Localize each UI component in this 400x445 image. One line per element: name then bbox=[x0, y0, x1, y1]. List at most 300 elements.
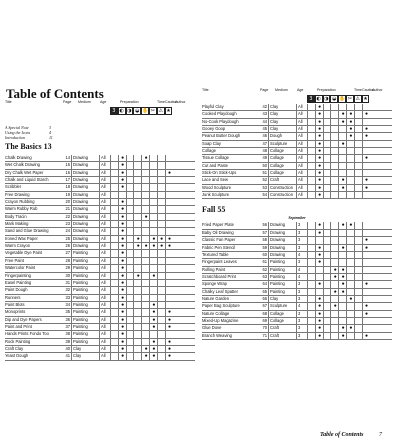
row-marker: ● bbox=[165, 309, 174, 315]
row-marker: ● bbox=[165, 243, 174, 249]
row-marker: ● bbox=[362, 177, 371, 183]
row-title: Soap Clay bbox=[202, 140, 221, 146]
row-age: All bbox=[99, 317, 111, 323]
table-row[interactable] bbox=[202, 274, 392, 281]
row-marker: ● bbox=[362, 185, 371, 191]
table-row[interactable] bbox=[5, 317, 195, 324]
row-page: 19 bbox=[65, 191, 70, 197]
row-medium: Clay bbox=[268, 119, 296, 125]
row-marker: ● bbox=[346, 111, 355, 117]
row-marker: ● bbox=[118, 170, 127, 176]
row-marker: ● bbox=[149, 309, 158, 315]
row-medium: Drawing bbox=[268, 252, 296, 258]
row-age: All bbox=[99, 302, 111, 308]
row-marker: ● bbox=[133, 243, 142, 249]
table-row[interactable] bbox=[202, 230, 392, 237]
row-marker bbox=[362, 274, 371, 280]
row-page: 66 bbox=[262, 295, 267, 301]
row-age: 3 bbox=[296, 259, 308, 265]
table-row[interactable] bbox=[202, 296, 392, 303]
table-row[interactable] bbox=[202, 325, 392, 332]
row-age: 3 bbox=[296, 222, 308, 228]
row-medium: Painting bbox=[71, 324, 99, 330]
table-row[interactable] bbox=[5, 273, 195, 280]
row-marker bbox=[165, 295, 174, 301]
row-marker bbox=[362, 325, 371, 331]
scissors-icon: ✂ bbox=[150, 107, 155, 114]
row-marker: ● bbox=[315, 318, 324, 324]
row-medium: Drawing bbox=[71, 236, 99, 242]
row-marker: ● bbox=[315, 252, 324, 258]
row-marker: ● bbox=[338, 281, 347, 287]
row-medium: Drawing bbox=[71, 177, 99, 183]
row-title: Peanut Butter Dough bbox=[202, 133, 241, 139]
row-marker: ● bbox=[346, 133, 355, 139]
table-row[interactable] bbox=[202, 303, 392, 310]
row-marker bbox=[362, 119, 371, 125]
row-marker: ● bbox=[338, 222, 347, 228]
prep-2-icon: ◑ bbox=[324, 95, 329, 102]
row-page: 33 bbox=[65, 294, 70, 300]
row-age: All bbox=[296, 163, 308, 169]
row-page: 24 bbox=[65, 228, 70, 234]
row-title: Sand and Glue Drawing bbox=[5, 228, 49, 234]
row-page: 51 bbox=[262, 170, 267, 176]
fall-page: 55 bbox=[217, 205, 226, 215]
row-age: All bbox=[99, 236, 111, 242]
row-marker: ● bbox=[149, 236, 158, 242]
prep-3-icon: ◒ bbox=[135, 107, 140, 114]
row-marker bbox=[165, 228, 174, 234]
row-page: 59 bbox=[262, 244, 267, 250]
table-row[interactable] bbox=[202, 252, 392, 259]
row-page: 60 bbox=[262, 251, 267, 257]
row-marker: ● bbox=[165, 236, 174, 242]
row-marker bbox=[362, 192, 371, 198]
front-matter-page: 11 bbox=[49, 135, 53, 140]
row-title: Cooked Playdough bbox=[202, 111, 237, 117]
row-page: 35 bbox=[65, 309, 70, 315]
row-marker: ● bbox=[315, 259, 324, 265]
table-row[interactable] bbox=[202, 311, 392, 318]
right-column bbox=[202, 86, 392, 340]
row-title: Sponge Wrap bbox=[202, 281, 227, 287]
row-page: 31 bbox=[65, 279, 70, 285]
table-row[interactable] bbox=[5, 287, 195, 294]
table-row[interactable] bbox=[202, 148, 392, 155]
table-row[interactable] bbox=[202, 267, 392, 274]
row-marker: ● bbox=[157, 236, 166, 242]
row-age: 4 bbox=[296, 303, 308, 309]
row-marker: ● bbox=[315, 104, 324, 110]
row-marker: ● bbox=[149, 302, 158, 308]
row-page: 17 bbox=[65, 177, 70, 183]
row-page: 46 bbox=[262, 133, 267, 139]
fall-label: Fall bbox=[202, 205, 216, 215]
row-marker: ● bbox=[118, 280, 127, 286]
table-row[interactable] bbox=[202, 281, 392, 288]
table-row[interactable] bbox=[202, 237, 392, 244]
row-marker: ● bbox=[165, 324, 174, 330]
row-page: 48 bbox=[262, 148, 267, 154]
row-page: 37 bbox=[65, 323, 70, 329]
row-page: 39 bbox=[65, 338, 70, 344]
row-marker: ● bbox=[362, 237, 371, 243]
row-title: Classic Fan Paper bbox=[202, 237, 236, 243]
row-title: Easel Painting bbox=[5, 279, 32, 285]
prep-3-icon: ◒ bbox=[332, 95, 337, 102]
row-page: 23 bbox=[65, 221, 70, 227]
table-row[interactable] bbox=[5, 243, 195, 250]
table-row[interactable] bbox=[5, 199, 195, 206]
row-title: Dip and Dye Papers bbox=[5, 316, 42, 322]
table-row[interactable] bbox=[202, 289, 392, 296]
row-page: 69 bbox=[262, 317, 267, 323]
row-marker: ● bbox=[149, 346, 158, 352]
row-medium: Collage bbox=[268, 163, 296, 169]
table-row[interactable] bbox=[202, 163, 392, 170]
row-page: 15 bbox=[65, 162, 70, 168]
row-marker: ● bbox=[165, 170, 174, 176]
row-marker bbox=[165, 265, 174, 271]
row-marker bbox=[362, 252, 371, 258]
table-row[interactable] bbox=[202, 133, 392, 140]
table-row[interactable] bbox=[5, 346, 195, 353]
row-title: Warm Crayon bbox=[5, 243, 31, 249]
row-age: 4 bbox=[296, 274, 308, 280]
row-title: Paint and Print bbox=[5, 323, 32, 329]
row-medium: Drawing bbox=[71, 184, 99, 190]
row-page: 25 bbox=[65, 235, 70, 241]
row-title: Watercolor Paint bbox=[5, 265, 36, 271]
row-age: All bbox=[99, 309, 111, 315]
row-marker: ● bbox=[118, 287, 127, 293]
row-age: All bbox=[296, 141, 308, 147]
hand-icon: ✋ bbox=[338, 95, 346, 102]
row-age: All bbox=[99, 243, 111, 249]
row-medium: Painting bbox=[268, 259, 296, 265]
row-marker: ● bbox=[118, 206, 127, 212]
row-marker bbox=[362, 148, 371, 154]
row-age: All bbox=[99, 339, 111, 345]
row-marker bbox=[165, 162, 174, 168]
table-row[interactable] bbox=[202, 259, 392, 266]
table-row[interactable] bbox=[5, 295, 195, 302]
row-age: All bbox=[99, 324, 111, 330]
table-row[interactable] bbox=[202, 111, 392, 118]
header-medium: Medium bbox=[275, 88, 288, 92]
row-age: All bbox=[99, 250, 111, 256]
header-age: Age bbox=[100, 100, 107, 104]
row-medium: Painting bbox=[71, 273, 99, 279]
row-marker: ● bbox=[149, 243, 158, 249]
row-medium: Clay bbox=[268, 296, 296, 302]
row-page: 14 bbox=[65, 155, 70, 160]
page-footer bbox=[320, 432, 382, 438]
row-page: 65 bbox=[262, 288, 267, 294]
row-medium: Painting bbox=[268, 274, 296, 280]
table-row[interactable] bbox=[202, 155, 392, 162]
row-page: 44 bbox=[262, 118, 267, 124]
table-row[interactable] bbox=[5, 214, 195, 221]
row-title: Runners bbox=[5, 294, 21, 300]
row-page: 62 bbox=[262, 266, 267, 272]
september-label: September bbox=[288, 215, 306, 221]
table-row[interactable] bbox=[202, 318, 392, 325]
row-title: Nature Garden bbox=[202, 295, 230, 301]
row-age: All bbox=[99, 214, 111, 220]
row-marker bbox=[165, 206, 174, 212]
header-medium: Medium bbox=[78, 100, 91, 104]
row-page: 38 bbox=[65, 331, 70, 337]
front-matter-label: A Special Note bbox=[5, 125, 29, 130]
row-medium: Drawing bbox=[71, 214, 99, 220]
row-marker bbox=[362, 104, 371, 110]
row-marker bbox=[165, 258, 174, 264]
table-row[interactable] bbox=[5, 331, 195, 338]
row-page: 34 bbox=[65, 301, 70, 307]
row-title: Mark Making bbox=[5, 221, 29, 227]
header-time: Time bbox=[157, 100, 165, 104]
row-page: 18 bbox=[65, 184, 70, 190]
right-rows-top bbox=[202, 104, 392, 199]
row-age: All bbox=[99, 155, 111, 161]
right-header bbox=[202, 86, 392, 102]
row-title: Scratchboard Print bbox=[202, 273, 236, 279]
row-marker: ● bbox=[118, 199, 127, 205]
row-marker: ● bbox=[315, 303, 324, 309]
table-row[interactable] bbox=[202, 170, 392, 177]
row-title: Crayon Rubbing bbox=[5, 199, 35, 205]
page-title: Table of Contents bbox=[6, 86, 104, 101]
table-row[interactable] bbox=[5, 353, 195, 360]
row-medium: Drawing bbox=[268, 230, 296, 236]
row-page: 26 bbox=[65, 243, 70, 249]
row-age: All bbox=[296, 177, 308, 183]
table-row[interactable] bbox=[5, 162, 195, 169]
table-row[interactable] bbox=[5, 177, 195, 184]
table-row[interactable] bbox=[5, 206, 195, 213]
table-row[interactable] bbox=[5, 309, 195, 316]
row-marker: ● bbox=[338, 245, 347, 251]
row-marker: ● bbox=[338, 325, 347, 331]
table-row[interactable] bbox=[5, 170, 195, 177]
row-marker: ● bbox=[315, 148, 324, 154]
left-rows bbox=[5, 155, 195, 361]
row-marker bbox=[165, 184, 174, 190]
row-title: Branch Weaving bbox=[202, 332, 232, 338]
table-row[interactable] bbox=[5, 228, 195, 235]
table-row[interactable] bbox=[5, 236, 195, 243]
table-row[interactable] bbox=[202, 141, 392, 148]
basics-label: The Basics bbox=[5, 142, 42, 151]
row-page: 68 bbox=[262, 310, 267, 316]
row-marker: ● bbox=[118, 228, 127, 234]
row-marker: ● bbox=[362, 126, 371, 132]
row-age: 4 bbox=[296, 252, 308, 258]
row-page: 61 bbox=[262, 259, 267, 265]
row-page: 56 bbox=[262, 222, 267, 228]
header-preparation: Preparation bbox=[120, 100, 139, 104]
section-basics bbox=[5, 142, 195, 151]
front-matter-page: 4 bbox=[49, 130, 51, 135]
left-icon-bar bbox=[110, 107, 172, 115]
row-age: All bbox=[296, 111, 308, 117]
row-marker: ● bbox=[338, 185, 347, 191]
row-medium: Drawing bbox=[71, 192, 99, 198]
row-page: 50 bbox=[262, 162, 267, 168]
row-marker: ● bbox=[338, 274, 347, 280]
row-title: Wood Sculpture bbox=[202, 184, 232, 190]
row-marker: ● bbox=[118, 265, 127, 271]
row-title: Lace and Sew bbox=[202, 177, 228, 183]
row-medium: Craft bbox=[268, 325, 296, 331]
row-medium: Craft bbox=[268, 333, 296, 339]
table-row[interactable] bbox=[5, 258, 195, 265]
table-row[interactable] bbox=[202, 333, 392, 340]
table-row[interactable] bbox=[202, 104, 392, 111]
row-marker: ● bbox=[362, 111, 371, 117]
table-row[interactable] bbox=[5, 250, 195, 257]
table-row[interactable] bbox=[5, 324, 195, 331]
table-row[interactable] bbox=[202, 119, 392, 126]
row-page: 28 bbox=[65, 257, 70, 263]
row-age: All bbox=[296, 119, 308, 125]
row-medium: Painting bbox=[71, 339, 99, 345]
row-marker: ● bbox=[118, 353, 127, 359]
row-age: 3 bbox=[296, 230, 308, 236]
row-medium: Clay bbox=[71, 353, 99, 359]
row-medium: Collage bbox=[268, 318, 296, 324]
row-marker: ● bbox=[141, 243, 150, 249]
row-marker: ● bbox=[315, 163, 324, 169]
table-row[interactable] bbox=[202, 126, 392, 133]
row-medium: Drawing bbox=[71, 155, 99, 161]
table-row[interactable] bbox=[202, 177, 392, 184]
row-medium: Drawing bbox=[71, 162, 99, 168]
table-row[interactable] bbox=[5, 221, 195, 228]
row-medium: Clay bbox=[268, 104, 296, 110]
row-title: Baby Oil Drawing bbox=[202, 229, 234, 235]
row-age: All bbox=[99, 280, 111, 286]
row-marker: ● bbox=[149, 273, 158, 279]
row-title: Tissue Collage bbox=[202, 155, 229, 161]
table-row[interactable] bbox=[202, 245, 392, 252]
row-marker: ● bbox=[338, 333, 347, 339]
hand-icon: ✋ bbox=[141, 107, 149, 114]
front-matter-label: Using the Icons bbox=[5, 130, 31, 135]
row-marker: ● bbox=[141, 214, 150, 220]
row-marker bbox=[165, 287, 174, 293]
row-age: All bbox=[296, 126, 308, 132]
row-marker: ● bbox=[315, 296, 324, 302]
row-marker: ● bbox=[118, 250, 127, 256]
table-row[interactable] bbox=[202, 222, 392, 229]
row-page: 20 bbox=[65, 199, 70, 205]
row-marker bbox=[362, 163, 371, 169]
row-age: All bbox=[99, 206, 111, 212]
row-page: 67 bbox=[262, 303, 267, 309]
row-marker: ● bbox=[315, 177, 324, 183]
row-marker: ● bbox=[118, 236, 127, 242]
row-marker: ● bbox=[362, 333, 371, 339]
row-medium: Collage bbox=[268, 155, 296, 161]
row-marker: ● bbox=[346, 325, 355, 331]
row-marker: ● bbox=[346, 126, 355, 132]
table-row[interactable] bbox=[5, 339, 195, 346]
row-marker: ● bbox=[165, 353, 174, 359]
row-page: 54 bbox=[262, 192, 267, 198]
row-marker: ● bbox=[362, 311, 371, 317]
table-row[interactable] bbox=[202, 192, 392, 199]
row-marker: ● bbox=[346, 119, 355, 125]
table-row[interactable] bbox=[5, 265, 195, 272]
row-marker: ● bbox=[118, 184, 127, 190]
row-medium: Clay bbox=[268, 126, 296, 132]
row-medium: Painting bbox=[71, 302, 99, 308]
row-age: All bbox=[296, 104, 308, 110]
row-page: 16 bbox=[65, 169, 70, 175]
header-page: Page bbox=[260, 88, 269, 92]
section-fall bbox=[202, 205, 392, 214]
row-marker: ● bbox=[330, 303, 339, 309]
row-marker: ● bbox=[362, 303, 371, 309]
row-marker: ● bbox=[338, 119, 347, 125]
header-title: Title bbox=[5, 100, 12, 104]
right-rows-bottom bbox=[202, 222, 392, 340]
row-marker bbox=[165, 199, 174, 205]
row-page: 40 bbox=[65, 345, 70, 351]
row-page: 45 bbox=[262, 126, 267, 132]
row-marker: ● bbox=[315, 333, 324, 339]
row-medium: Drawing bbox=[268, 237, 296, 243]
row-page: 49 bbox=[262, 155, 267, 161]
row-medium: Construction bbox=[268, 192, 296, 198]
table-row[interactable] bbox=[5, 184, 195, 191]
row-marker: ● bbox=[118, 317, 127, 323]
row-medium: Craft bbox=[268, 177, 296, 183]
row-title: Nature Collage bbox=[202, 310, 230, 316]
row-title: No-Cook Playdough bbox=[202, 118, 239, 124]
row-marker: ● bbox=[118, 339, 127, 345]
row-marker: ● bbox=[165, 339, 174, 345]
table-row[interactable] bbox=[202, 185, 392, 192]
row-title: Yeast Dough bbox=[5, 353, 29, 359]
row-medium: Sculpture bbox=[268, 303, 296, 309]
row-page: 27 bbox=[65, 250, 70, 256]
row-marker bbox=[165, 280, 174, 286]
table-row[interactable] bbox=[5, 192, 195, 199]
row-marker bbox=[362, 289, 371, 295]
right-icon-bar bbox=[307, 95, 369, 103]
row-title: Body Tracin bbox=[5, 213, 27, 219]
row-marker bbox=[362, 141, 371, 147]
row-marker: ● bbox=[315, 281, 324, 287]
row-age: 3 bbox=[296, 289, 308, 295]
table-row[interactable] bbox=[5, 302, 195, 309]
table-row[interactable] bbox=[5, 155, 195, 162]
row-title: Ironed Wax Paper bbox=[5, 235, 38, 241]
row-marker: ● bbox=[118, 177, 127, 183]
header-author: Author bbox=[372, 88, 383, 92]
row-medium: Painting bbox=[71, 280, 99, 286]
row-marker: ● bbox=[338, 289, 347, 295]
row-medium: Painting bbox=[71, 331, 99, 337]
age-3-icon: 3 bbox=[110, 107, 118, 115]
table-row[interactable] bbox=[5, 280, 195, 287]
row-marker: ● bbox=[362, 155, 371, 161]
row-age: 3 bbox=[296, 281, 308, 287]
